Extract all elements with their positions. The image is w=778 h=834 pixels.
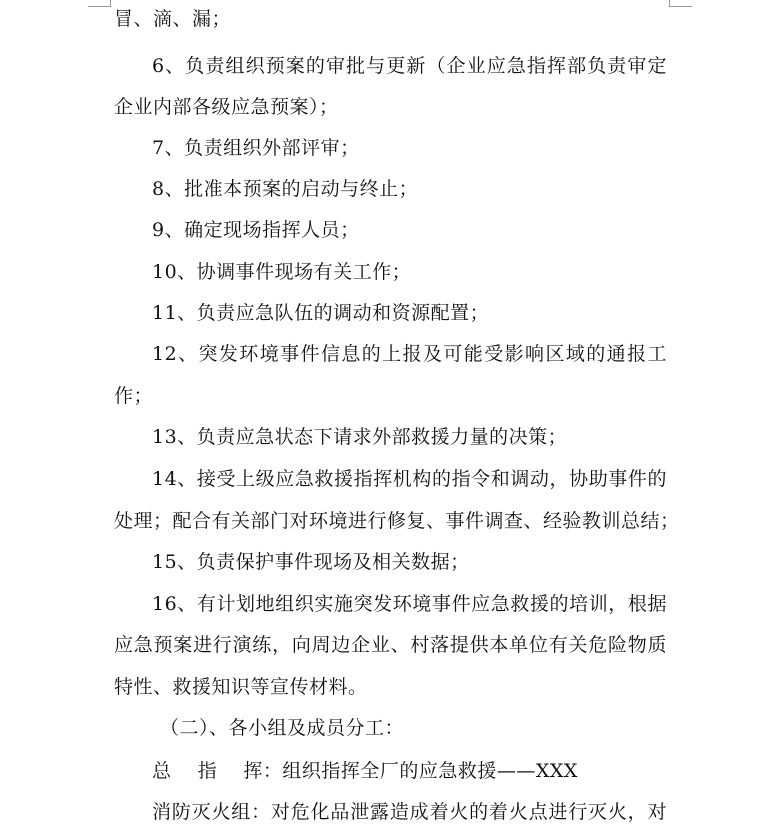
section-heading-team-roles: （二）、各小组及成员分工：	[160, 717, 405, 739]
item-10: 10、协调事件现场有关工作；	[152, 261, 412, 283]
item-6-line-1: 6、负责组织预案的审批与更新（企业应急指挥部负责审定	[152, 55, 667, 77]
item-16-line-1: 16、有计划地组织实施突发环境事件应急救援的培训，根据	[152, 593, 667, 615]
commander-line: 总 指 挥：组织指挥全厂的应急救援——XXX	[152, 760, 578, 782]
left-margin-corner-mark	[88, 0, 111, 7]
item-8: 8、批准本预案的启动与终止；	[152, 178, 419, 200]
item-12-line-2: 作；	[114, 385, 154, 407]
item-14-line-2: 处理；配合有关部门对环境进行修复、事件调查、经验教训总结；	[114, 510, 680, 532]
firefighting-team-line: 消防灭火组：对危化品泄露造成着火的着火点进行灭火，对	[152, 801, 667, 823]
right-margin-corner-mark	[669, 0, 692, 7]
item-14-line-1: 14、接受上级应急救援指挥机构的指令和调动，协助事件的	[152, 468, 667, 490]
text-line-continuation-1: 冒、滴、漏；	[114, 8, 232, 30]
item-9: 9、确定现场指挥人员；	[152, 219, 360, 241]
item-11: 11、负责应急队伍的调动和资源配置；	[152, 302, 490, 324]
item-7: 7、负责组织外部评审；	[152, 137, 360, 159]
item-12-line-1: 12、突发环境事件信息的上报及可能受影响区域的通报工	[152, 343, 667, 365]
item-16-line-3: 特性、救援知识等宣传材料。	[114, 676, 368, 698]
item-13: 13、负责应急状态下请求外部救援力量的决策；	[152, 426, 568, 448]
item-6-line-2: 企业内部各级应急预案）；	[114, 96, 339, 118]
item-16-line-2: 应急预案进行演练，向周边企业、村落提供本单位有关危险物质	[114, 634, 667, 656]
item-15: 15、负责保护事件现场及相关数据；	[152, 551, 470, 573]
